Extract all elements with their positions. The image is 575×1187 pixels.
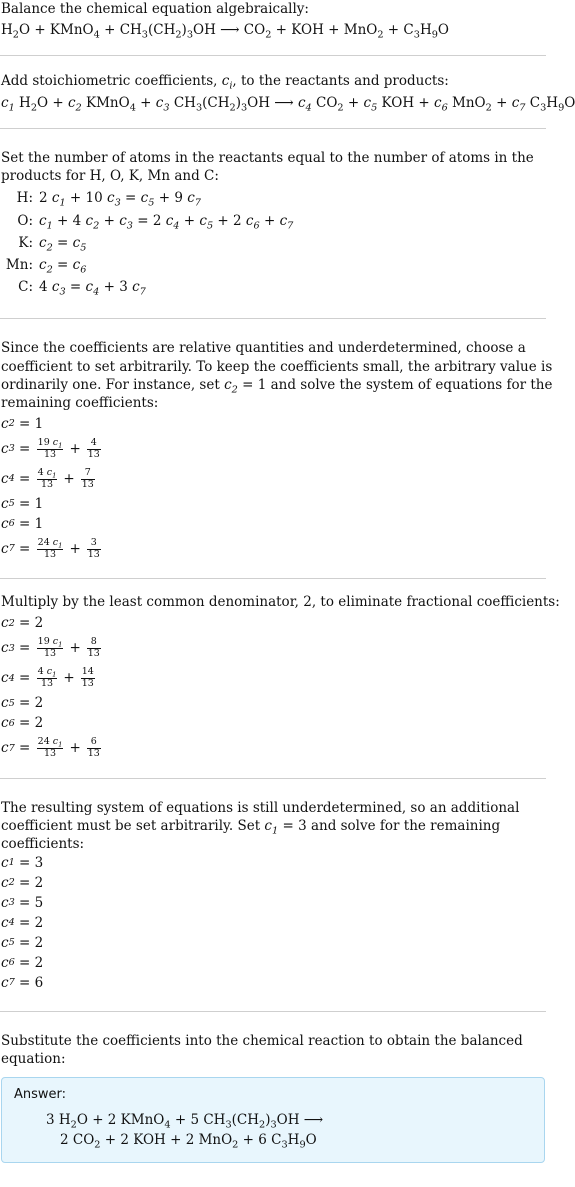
explanation-line: ordinarily one. For instance, set $c_2 = 1$ and solve the system of equations for the (1, 376, 553, 396)
fraction: $\frac{24 c_1}{13}$ (37, 536, 63, 560)
fraction: $\frac{19 c_1}{13}$ (37, 636, 63, 659)
answer-equation-line-1: 3 $H_2O + 2$ KMnO$_4$ + 5 $CH_3(CH_2)_3OH$ ⟶ (46, 1112, 324, 1131)
atom-balance-heading-2: products for H, O, K, Mn and C: (1, 168, 219, 185)
fraction: $\frac{6}{13}$ (87, 736, 100, 759)
section-coefficients (0, 56, 575, 114)
solution-line: c 3 = 5 (1, 895, 44, 912)
answer-label: Answer: (14, 1086, 67, 1102)
equation-text: 2 $c_1 + 10$ $c_3 = c_5 + 9$ $c_7$ (39, 190, 201, 209)
solution-line: c 5 = 2 (1, 695, 44, 712)
explanation-line: equation: (1, 1051, 66, 1068)
answer-box (1, 1077, 545, 1163)
solution-line: c 3 = $\frac{19 c_1}{13}$ + $\frac{4}{13}$ (1, 436, 100, 460)
solution-line: c 7 = $\frac{24 c_1}{13}$ + $\frac{3}{13}$ (1, 536, 100, 560)
explanation-line: Multiply by the least common denominator, 2, to eliminate fractional coefficients: (1, 594, 560, 611)
solution-line: c 5 = 1 (1, 496, 44, 513)
section-answer (0, 1012, 546, 1068)
solution-line: c 1 = 3 (1, 855, 44, 872)
equation-row-h (1, 187, 293, 209)
solution-line: c 2 = 2 (1, 875, 44, 892)
equation-text: $c_2 = c_5$ (39, 234, 87, 254)
solution-line: c 6 = 1 (1, 516, 44, 533)
fraction: $\frac{24 c_1}{13}$ (37, 736, 63, 759)
fraction: $\frac{14}{13}$ (81, 666, 94, 689)
equation-row-k (1, 232, 293, 254)
section-final-solve (0, 779, 546, 994)
coefficients-heading: Add stoichiometric coefficients, $c_i$, to the reactants and products: (1, 73, 449, 92)
explanation-line: coefficient must be set arbitrarily. Set $c_1 = 3$ and solve for the remaining (1, 817, 501, 837)
equation-text: $c_2 = c_6$ (39, 256, 87, 276)
fraction: $\frac{4 c_1}{13}$ (37, 666, 57, 689)
section-lcd (0, 579, 560, 763)
equation-label: Mn: (5, 256, 33, 273)
coefficients-equation: $c_1$ $H_2O + c_2$ KMnO$_4$ + $c_3$ $CH_3(CH_2)_3OH$ ⟶ $c_4$ $CO_2 + c_5$ KOH + $c_6$ $MnO_2 + c_7$ $C_3H_9O$ (1, 94, 575, 114)
fraction: $\frac{8}{13}$ (87, 636, 100, 659)
atom-balance-heading-1: Set the number of atoms in the reactants equal to the number of atoms in the (1, 149, 534, 166)
explanation-line: coefficient to set arbitrarily. To keep the coefficients small, the arbitrary value is (1, 358, 553, 375)
fraction: $\frac{19 c_1}{13}$ (37, 436, 63, 460)
solution-line: c 5 = 2 (1, 935, 44, 952)
explanation-line: coefficients: (1, 835, 85, 852)
atom-balance-equations (1, 187, 293, 298)
equation-label: C: (18, 279, 33, 296)
fraction: $\frac{4}{13}$ (87, 436, 100, 460)
explanation-line: remaining coefficients: (1, 395, 159, 412)
solution-line: c 4 = 2 (1, 915, 44, 932)
equation-label: O: (17, 212, 33, 229)
solution-list (1, 853, 546, 993)
solution-list (1, 614, 546, 764)
equation-row-mn (1, 254, 293, 276)
equation-label: K: (18, 234, 33, 251)
fraction: $\frac{4 c_1}{13}$ (37, 466, 57, 490)
solution-line: c 2 = 2 (1, 615, 44, 632)
section-first-solve (0, 319, 553, 564)
explanation-line: Since the coefficients are relative quantities and underdetermined, choose a (1, 340, 526, 357)
equation-text: $c_1 + 4$ $c_2 + c_3 = 2$ $c_4 + c_5 + 2$ $c_6 + c_7$ (39, 212, 294, 231)
solution-line: c 4 = $\frac{4 c_1}{13}$ + $\frac{14}{13}$ (1, 666, 94, 689)
explanation-line: The resulting system of equations is still underdetermined, so an additional (1, 799, 520, 816)
solution-line: c 4 = $\frac{4 c_1}{13}$ + $\frac{7}{13}$ (1, 466, 94, 490)
solution-list (1, 414, 546, 564)
equation-row-o (1, 210, 293, 232)
explanation-line: Substitute the coefficients into the chemical reaction to obtain the balanced (1, 1033, 523, 1050)
equation-row-c (1, 276, 293, 298)
problem-heading: Balance the chemical equation algebraically: (1, 1, 309, 17)
section-atom-balance (0, 129, 546, 299)
solution-line: c 2 = 1 (1, 416, 44, 433)
fraction: $\frac{7}{13}$ (81, 466, 94, 490)
fraction: $\frac{3}{13}$ (87, 536, 100, 560)
equation-text: 4 $c_3 = c_4 + 3$ $c_7$ (39, 279, 146, 298)
solution-line: c 6 = 2 (1, 955, 44, 972)
solution-line: c 6 = 2 (1, 715, 44, 732)
equation-label: H: (16, 190, 33, 207)
solution-line: c 7 = $\frac{24 c_1}{13}$ + $\frac{6}{13}$ (1, 736, 100, 759)
solution-line: c 3 = $\frac{19 c_1}{13}$ + $\frac{8}{13}$ (1, 636, 100, 659)
problem-equation: $H_2O$ + KMnO$_4$ + $CH_3(CH_2)_3OH$ ⟶ $CO_2$ + KOH + $MnO_2 + C_3H_9O$ (1, 22, 449, 41)
solution-line: c 7 = 6 (1, 975, 44, 992)
section-problem (0, 0, 546, 39)
answer-equation-line-2: 2 $CO_2 + 2$ KOH + 2 MnO$_2$ + 6 $C_3H_9O$ (60, 1132, 317, 1151)
